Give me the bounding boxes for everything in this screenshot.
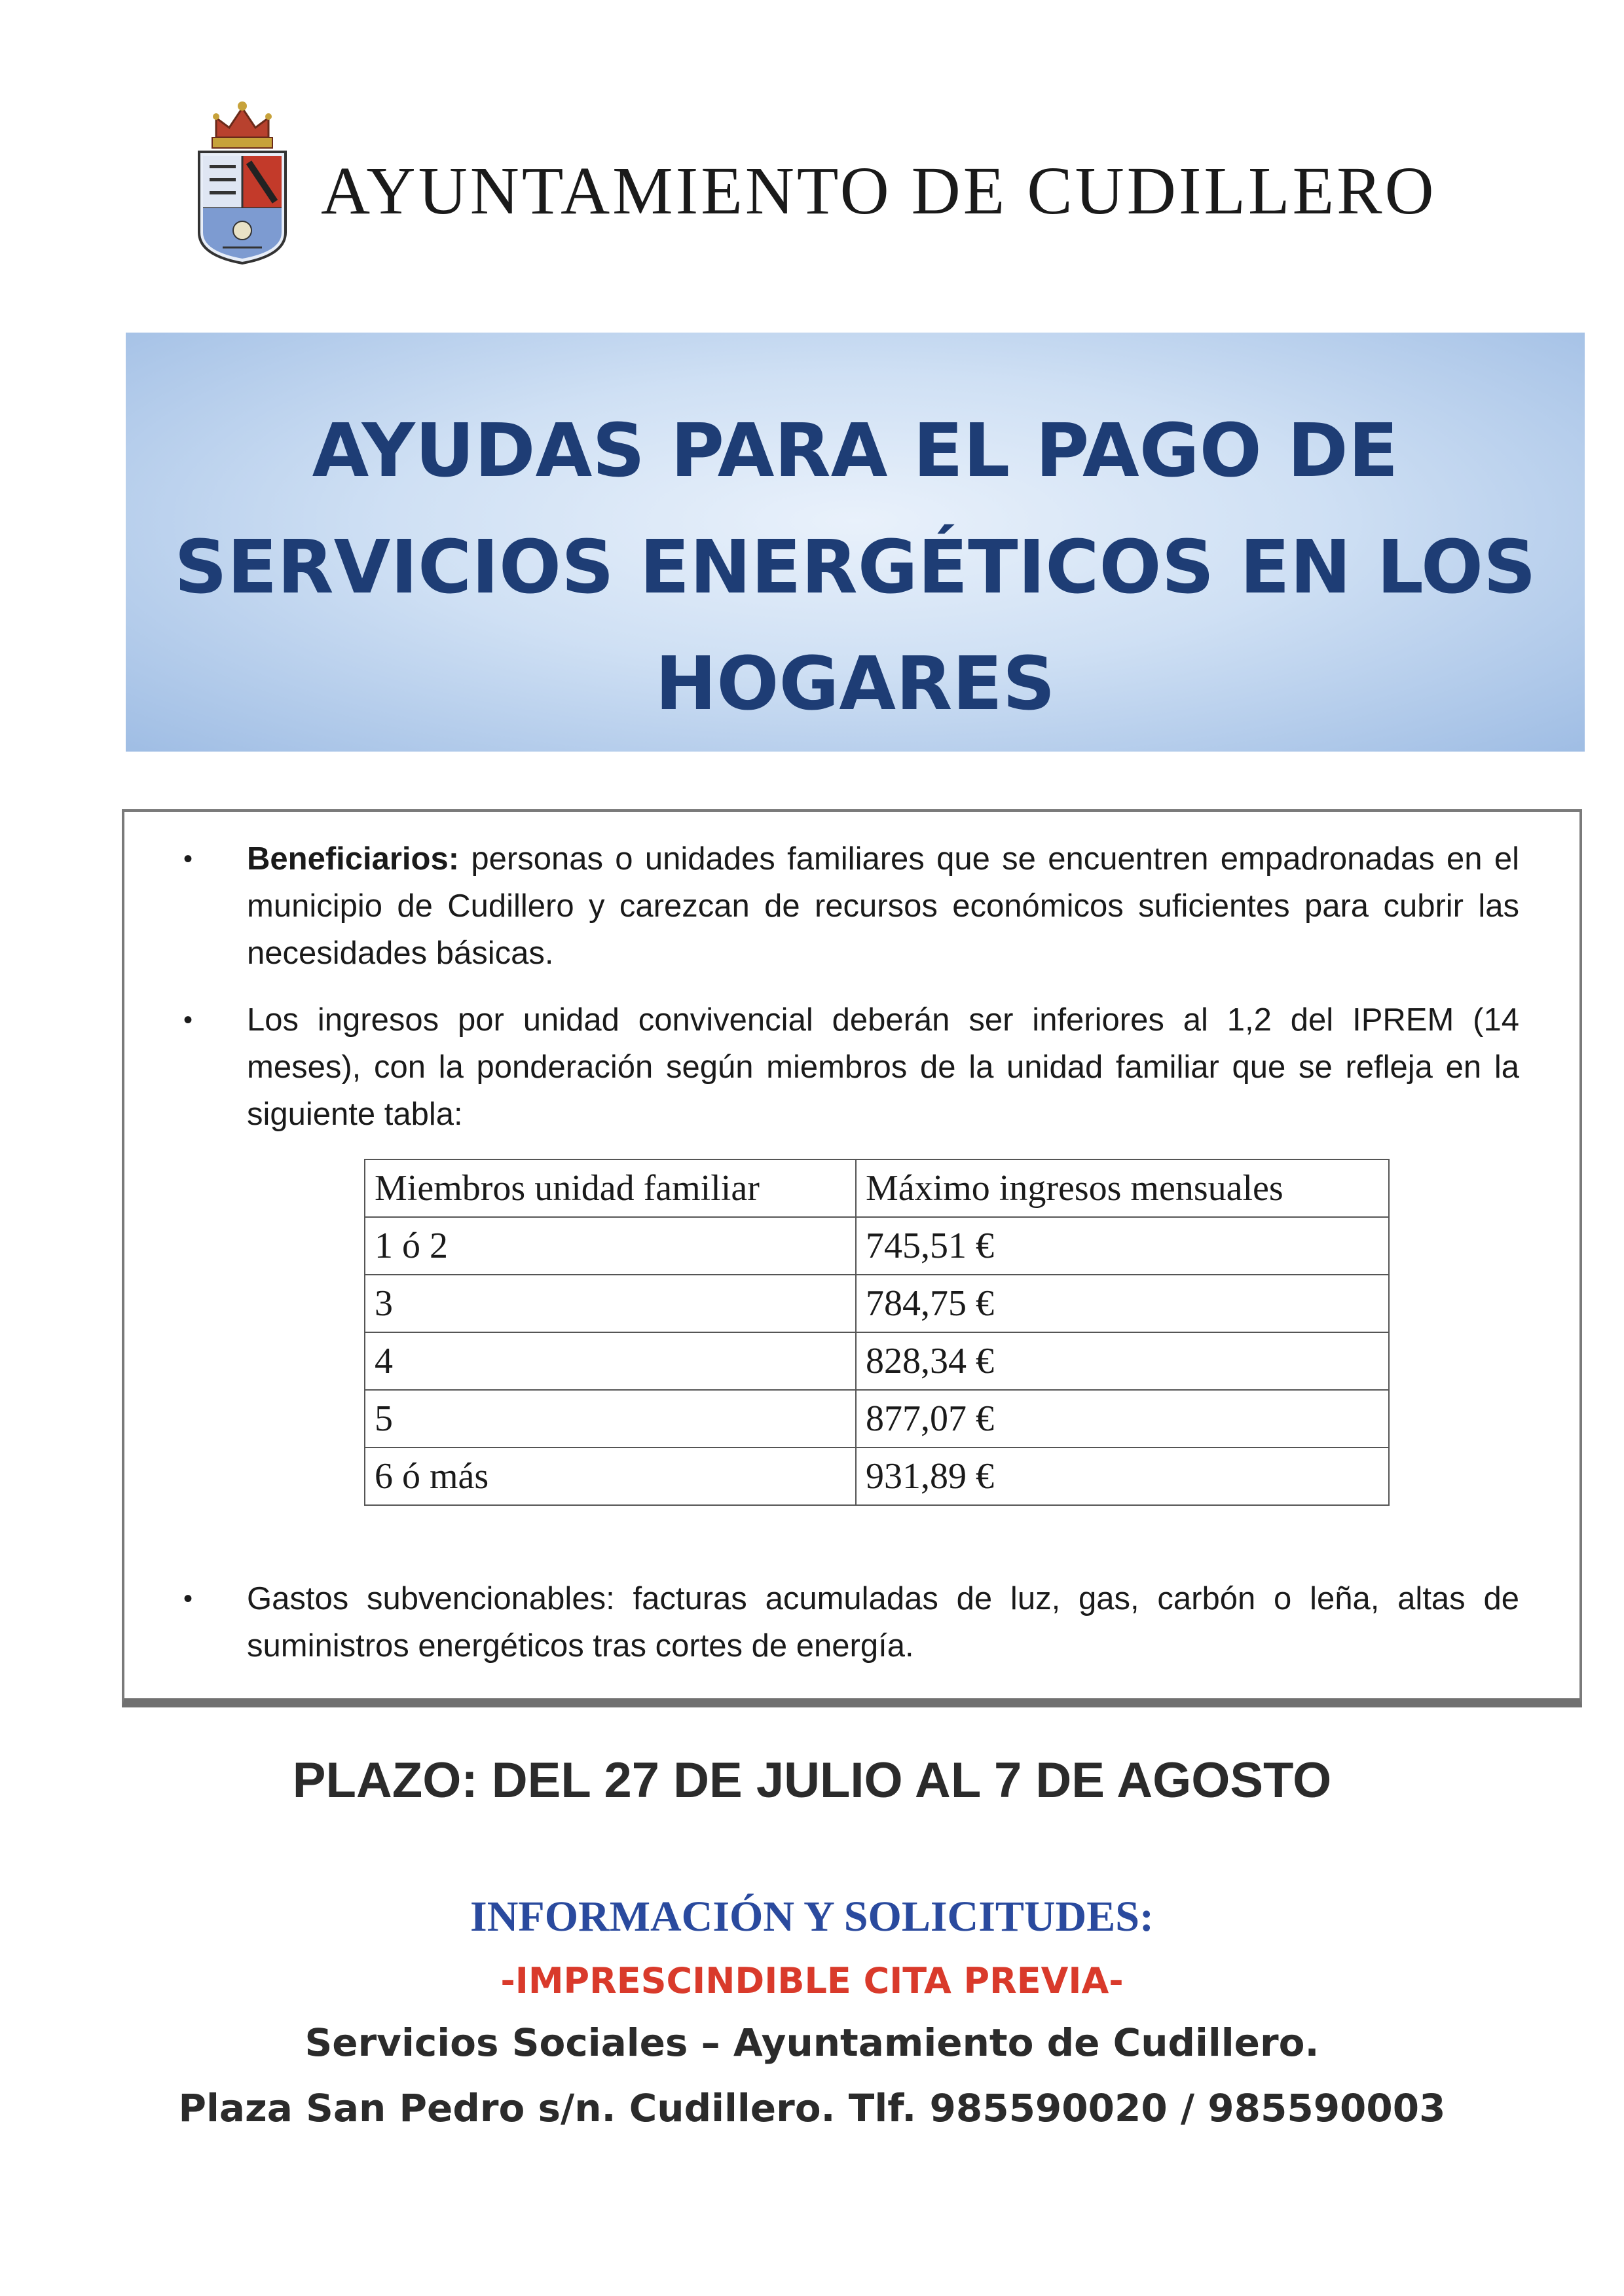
appointment-notice: -IMPRESCINDIBLE CITA PREVIA- [500, 1960, 1124, 2001]
table-header-members: Miembros unidad familiar [365, 1159, 856, 1217]
table-cell-income: 745,51 € [856, 1217, 1389, 1275]
table-row [365, 1275, 1389, 1332]
table-header-row [365, 1159, 1389, 1217]
table-cell-income: 877,07 € [856, 1390, 1389, 1448]
table-cell-members: 3 [365, 1275, 856, 1332]
income-table [364, 1159, 1390, 1506]
banner-title-line-2: SERVICIOS ENERGÉTICOS EN LOS [174, 525, 1536, 610]
table-cell-income: 784,75 € [856, 1275, 1389, 1332]
municipal-coat-of-arms-icon [190, 92, 295, 268]
bullet-income [183, 996, 1519, 1138]
bullet-point: • [183, 1584, 193, 1613]
table-cell-members: 5 [365, 1390, 856, 1448]
table-cell-members: 1 ó 2 [365, 1217, 856, 1275]
table-row [365, 1390, 1389, 1448]
table-cell-members: 4 [365, 1332, 856, 1390]
table-row [365, 1217, 1389, 1275]
address-line: Plaza San Pedro s/n. Cudillero. Tlf. 985590020 / 985590003 [178, 2086, 1446, 2130]
services-line: Servicios Sociales – Ayuntamiento de Cudillero. [304, 2020, 1320, 2065]
banner-title-line-1: AYUDAS PARA EL PAGO DE [312, 409, 1399, 494]
content-box [122, 809, 1582, 1707]
income-text: Los ingresos por unidad convivencial deberán ser inferiores al 1,2 del IPREM (14 meses), con la ponderación según miembros de la unidad familiar que se refleja en la siguiente tabla: [247, 1002, 1519, 1132]
organization-name: AYUNTAMIENTO DE CUDILLERO [321, 153, 1437, 228]
beneficiaries-label: Beneficiarios: [247, 841, 460, 877]
bullet-point: • [183, 845, 193, 873]
bullet-beneficiaries [183, 835, 1519, 977]
table-cell-income: 931,89 € [856, 1448, 1389, 1505]
header [190, 92, 1437, 268]
beneficiaries-text: personas o unidades familiares que se encuentren empadronadas en el municipio de Cudillero y carezcan de recursos económicos suficientes para cubrir las necesidades básicas. [247, 841, 1519, 971]
bullet-point: • [183, 1006, 193, 1034]
table-row [365, 1448, 1389, 1505]
table-cell-members: 6 ó más [365, 1448, 856, 1505]
banner-title-line-3: HOGARES [655, 642, 1056, 727]
deadline: PLAZO: DEL 27 DE JULIO AL 7 DE AGOSTO [292, 1753, 1332, 1808]
table-cell-income: 828,34 € [856, 1332, 1389, 1390]
eligible-expenses-text: Gastos subvencionables: facturas acumuladas de luz, gas, carbón o leña, altas de suministros energéticos tras cortes de energía. [247, 1581, 1519, 1664]
table-header-income: Máximo ingresos mensuales [856, 1159, 1389, 1217]
bullet-eligible-expenses [183, 1575, 1519, 1669]
title-banner [126, 333, 1585, 752]
info-title: INFORMACIÓN Y SOLICITUDES: [470, 1893, 1154, 1941]
table-row [365, 1332, 1389, 1390]
